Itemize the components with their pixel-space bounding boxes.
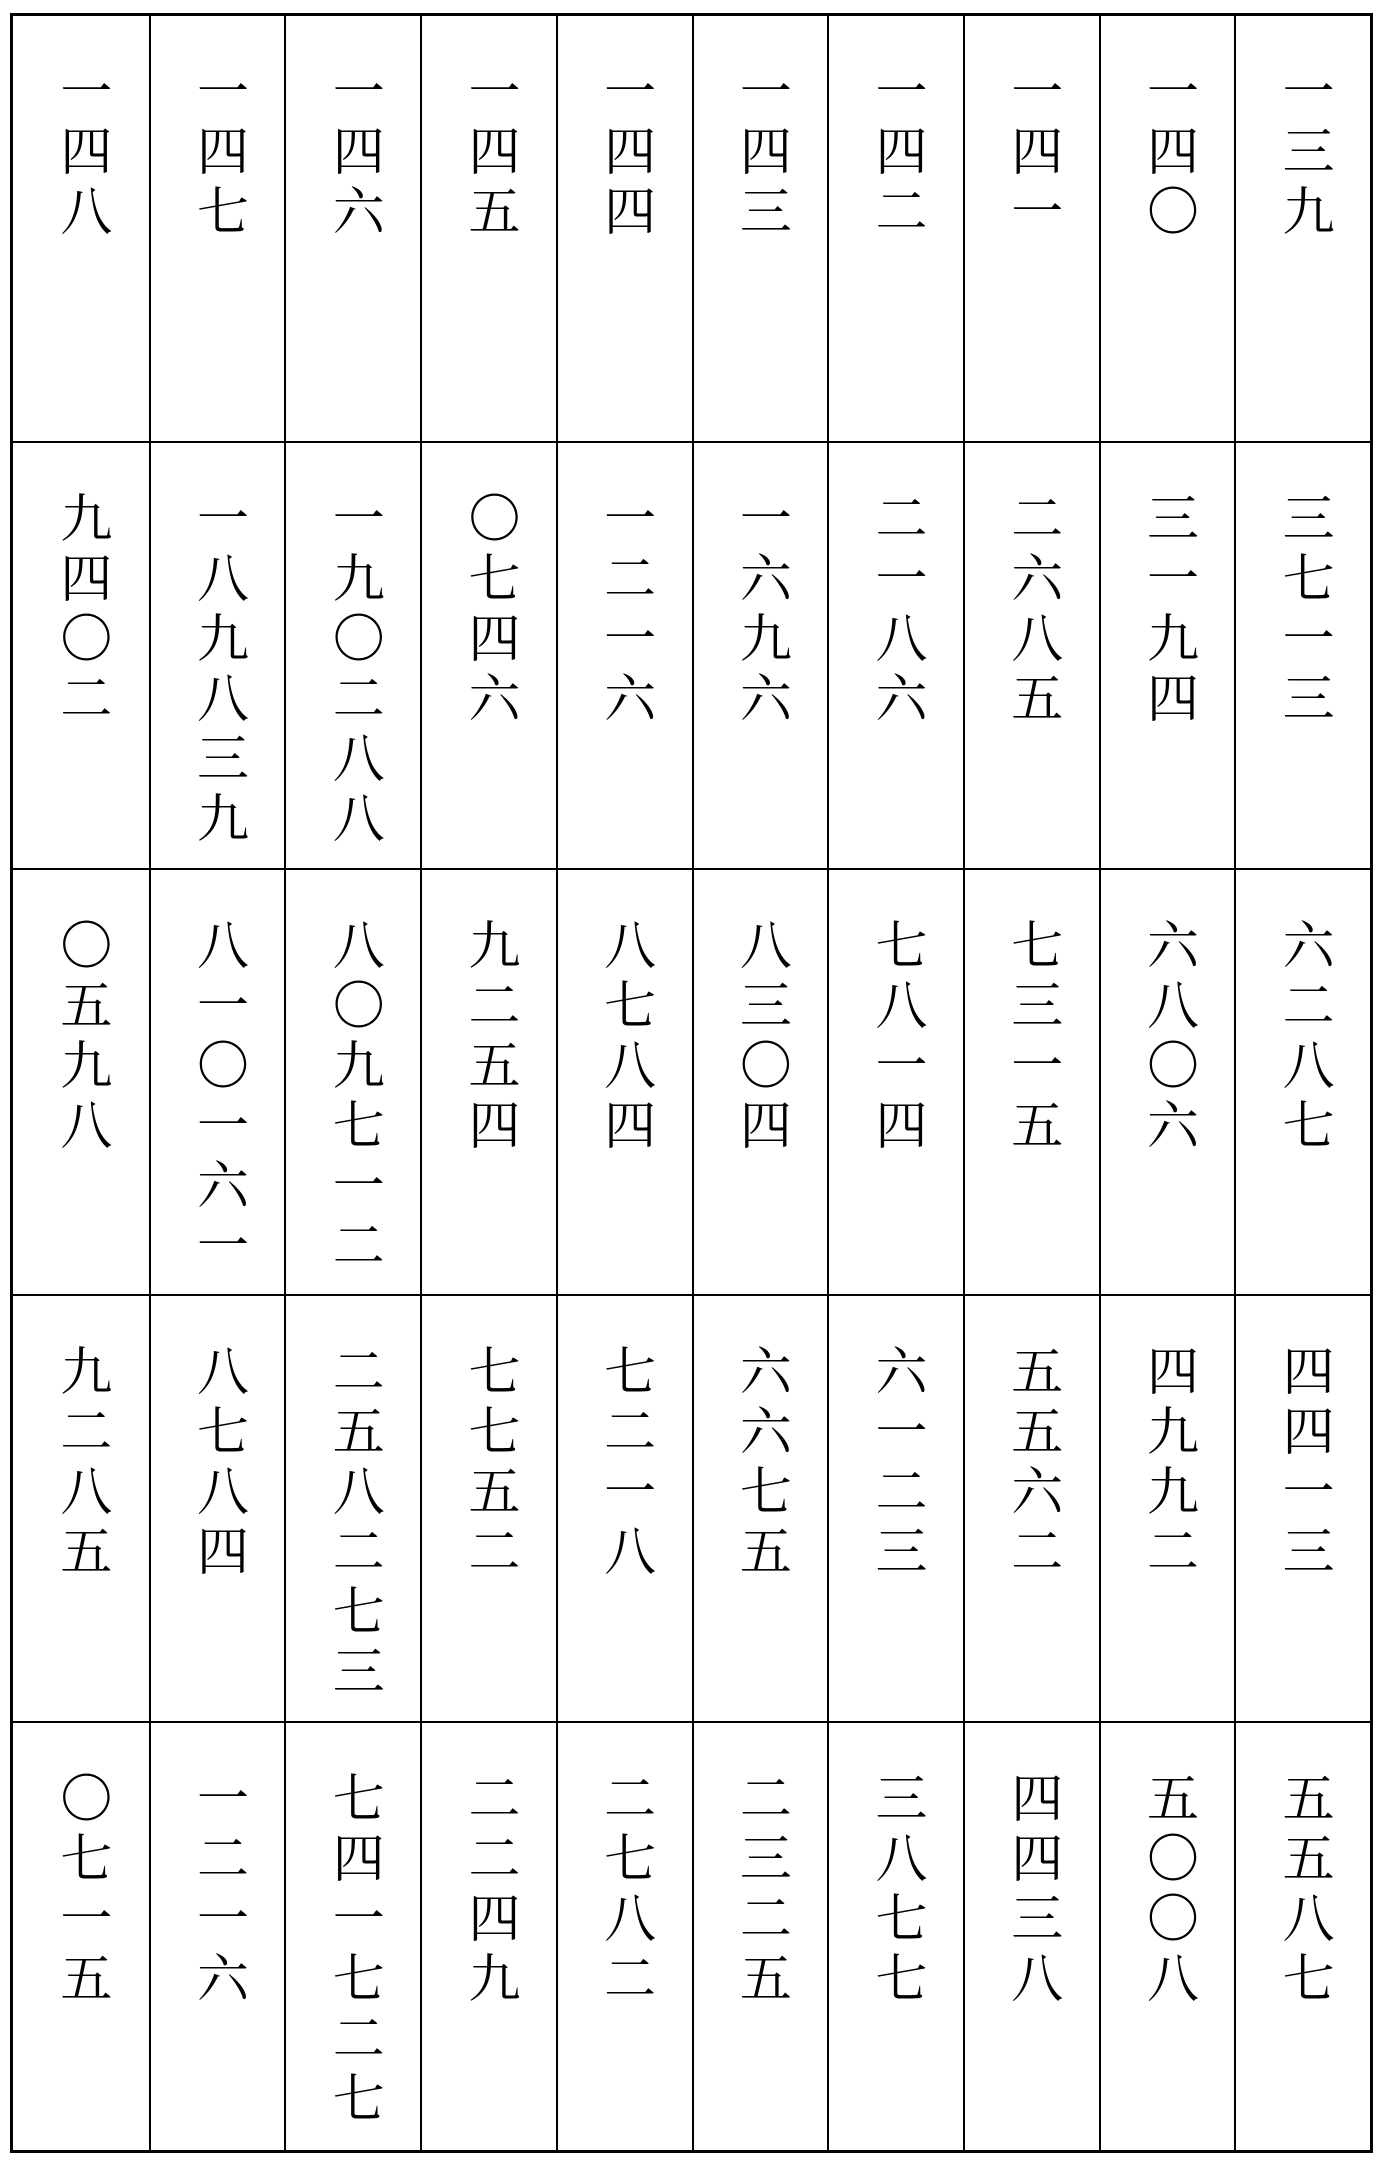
cell-text: 五五八七 (1273, 1771, 1334, 2012)
cell-text: 一二一六 (594, 490, 655, 731)
table-cell (13, 16, 149, 443)
table-cell (692, 1296, 828, 1723)
table-cell (1099, 1723, 1235, 2150)
cell-text: 一九〇二八八 (323, 490, 384, 851)
cell-text: 一四〇 (1137, 64, 1198, 244)
table-cell (692, 870, 828, 1297)
cell-text: 三七一三 (1273, 490, 1334, 731)
cell-text: 七二一八 (594, 1344, 655, 1585)
table-cell (149, 1723, 285, 2150)
cell-text: 二一八六 (866, 490, 927, 731)
table-cell (1234, 443, 1370, 870)
table-cell (556, 1723, 692, 2150)
cell-text: 一四四 (594, 64, 655, 244)
cell-text: 四四一三 (1273, 1344, 1334, 1585)
table-cell (149, 1296, 285, 1723)
cell-text: 二三二五 (730, 1771, 791, 2012)
cell-text: 〇五九八 (50, 917, 111, 1158)
table-cell (556, 443, 692, 870)
table-cell (963, 1296, 1099, 1723)
table-cell (827, 16, 963, 443)
cell-text: 七三一五 (1001, 917, 1062, 1158)
table-cell (13, 870, 149, 1297)
table-cell (556, 16, 692, 443)
cell-text: 一四三 (730, 64, 791, 244)
table-cell (149, 16, 285, 443)
cell-text: 八七八四 (594, 917, 655, 1158)
table-cell (13, 443, 149, 870)
cell-text: 〇七四六 (458, 490, 519, 731)
cell-text: 一八九八三九 (187, 490, 248, 851)
cell-text: 九二五四 (458, 917, 519, 1158)
cell-text: 七四一七二七 (323, 1771, 384, 2132)
table-cell (1099, 16, 1235, 443)
table-cell (284, 1296, 420, 1723)
cell-text: 八一〇一六一 (187, 917, 248, 1278)
table-cell (692, 1723, 828, 2150)
table-cell (556, 870, 692, 1297)
cell-text: 一二一六 (187, 1771, 248, 2012)
cell-text: 二六八五 (1001, 490, 1062, 731)
table-cell (692, 443, 828, 870)
table-cell (827, 443, 963, 870)
table-cell (13, 1296, 149, 1723)
table-cell (420, 443, 556, 870)
table-cell (1099, 443, 1235, 870)
cell-text: 七八一四 (866, 917, 927, 1158)
cell-text: 三八七七 (866, 1771, 927, 2012)
table-cell (827, 1296, 963, 1723)
cell-text: 六二八七 (1273, 917, 1334, 1158)
cell-text: 四九九二 (1137, 1344, 1198, 1585)
cell-text: 三一九四 (1137, 490, 1198, 731)
table-cell (1099, 1296, 1235, 1723)
table-cell (963, 1723, 1099, 2150)
table-cell (284, 16, 420, 443)
table-cell (420, 16, 556, 443)
cell-text: 八七八四 (187, 1344, 248, 1585)
table-cell (1234, 1296, 1370, 1723)
cell-text: 一四七 (187, 64, 248, 244)
table-cell (420, 1296, 556, 1723)
table-cell (963, 870, 1099, 1297)
table-cell (827, 870, 963, 1297)
table-cell (1099, 870, 1235, 1297)
cell-text: 四四三八 (1001, 1771, 1062, 2012)
cell-text: 五五六二 (1001, 1344, 1062, 1585)
cell-text: 二七八二 (594, 1771, 655, 2012)
table-cell (963, 16, 1099, 443)
cell-text: 八三〇四 (730, 917, 791, 1158)
cell-text: 六一二三 (866, 1344, 927, 1585)
cell-text: 九四〇二 (50, 490, 111, 731)
table-cell (149, 870, 285, 1297)
cell-text: 九二八五 (50, 1344, 111, 1585)
table-cell (1234, 870, 1370, 1297)
cell-text: 一四六 (323, 64, 384, 244)
table-cell (420, 1723, 556, 2150)
cell-text: 六八〇六 (1137, 917, 1198, 1158)
table-cell (1234, 16, 1370, 443)
cell-text: 〇七一五 (50, 1771, 111, 2012)
table-cell (149, 443, 285, 870)
table-cell (1234, 1723, 1370, 2150)
cell-text: 一四一 (1001, 64, 1062, 244)
cell-text: 一四五 (458, 64, 519, 244)
cell-text: 一六九六 (730, 490, 791, 731)
table-cell (420, 870, 556, 1297)
table-cell (827, 1723, 963, 2150)
number-table (10, 13, 1373, 2153)
table-cell (692, 16, 828, 443)
cell-text: 一三九 (1273, 64, 1334, 244)
cell-text: 七七五二 (458, 1344, 519, 1585)
cell-text: 六六七五 (730, 1344, 791, 1585)
table-cell (284, 870, 420, 1297)
table-cell (284, 1723, 420, 2150)
cell-text: 二五八二七三 (323, 1344, 384, 1705)
table-cell (13, 1723, 149, 2150)
cell-text: 八〇九七一二 (323, 917, 384, 1278)
table-cell (963, 443, 1099, 870)
cell-text: 五〇〇八 (1137, 1771, 1198, 2012)
table-cell (284, 443, 420, 870)
table-cell (556, 1296, 692, 1723)
cell-text: 二二四九 (458, 1771, 519, 2012)
cell-text: 一四八 (50, 64, 111, 244)
cell-text: 一四二 (866, 64, 927, 244)
